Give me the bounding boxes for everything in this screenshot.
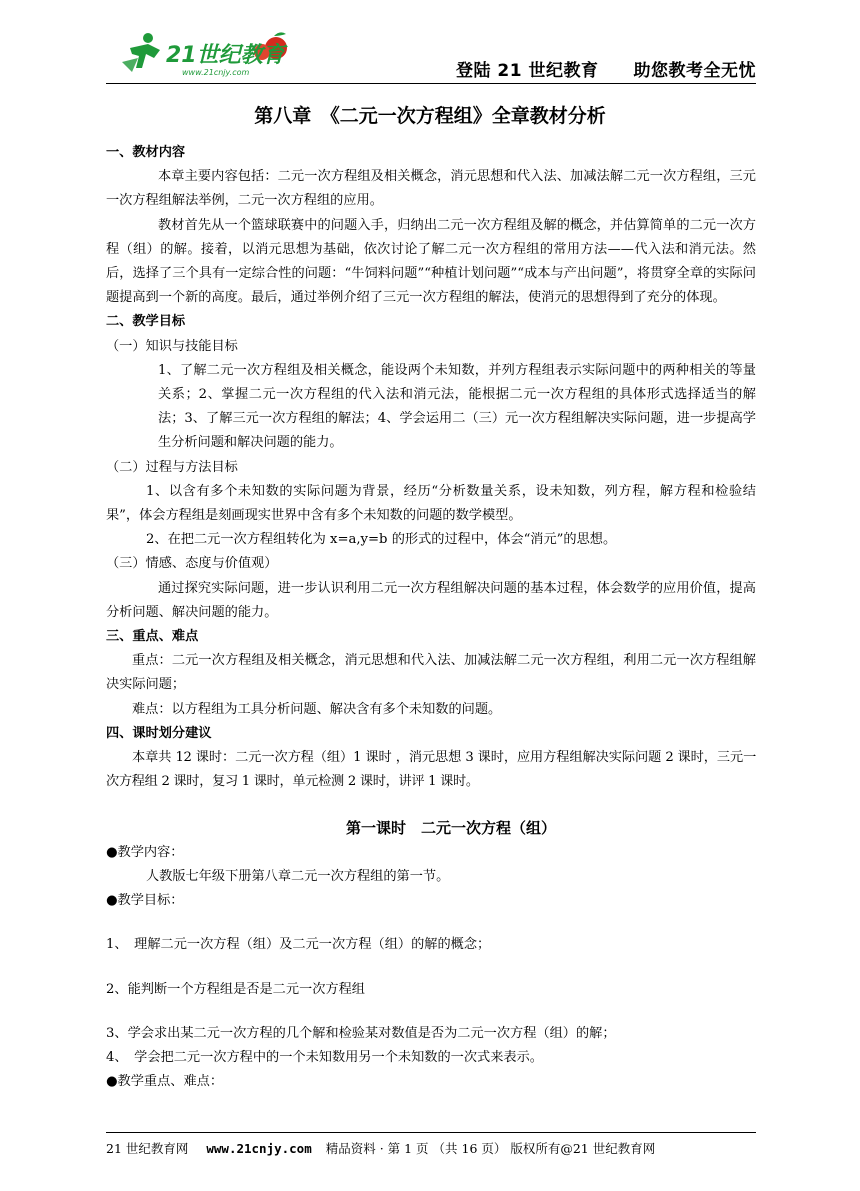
- list-heading: ●教学内容：: [106, 844, 184, 860]
- section-heading: 三、重点、难点: [106, 629, 199, 645]
- paragraph: 本章主要内容包括：二元一次方程组及相关概念，消元思想和代入法、加减法解二元一次方程组，三元一次方程组解法举例，二元一次方程组的应用。: [106, 169, 756, 209]
- paragraph: 1、以含有多个未知数的实际问题为背景，经历“分析数量关系，设未知数，列方程，解方程和检验结果”，体会方程组是刻画现实世界中含有多个未知数的问题的数学模型。: [106, 483, 756, 524]
- list-heading: ●教学目标：: [106, 893, 184, 909]
- footer-info: 精品资料 · 第 1 页 （共 16 页） 版权所有@21 世纪教育网: [325, 1141, 656, 1156]
- page-title: 第八章 《二元一次方程组》全章教材分析: [254, 105, 606, 127]
- section-heading: 二、教学目标: [106, 314, 186, 330]
- header-slogan: 登陆 21 世纪教育 助您教考全无忧: [456, 61, 756, 81]
- logo-url: www.21cnjy.com: [182, 68, 250, 77]
- paragraph: 教材首先从一个篮球联赛中的问题入手，归纳出二元一次方程组及解的概念，并估算简单的二元一次方程（组）的解。接着，以消元思想为基础，依次讨论了解二元一次方程组的常用方法——代入法和消元法。然后，选择了三个具有一定综合性的问题：“牛饲料问题”“种植计划问题”“成本与产出问题”，将贯穿全章的实际问题提高到一个新的高度。最后，通过举例介绍了三元一次方程组的解法，使消元的思想得到了充分的体现。: [106, 217, 756, 306]
- subsection-heading: （二）过程与方法目标: [106, 459, 238, 475]
- subsection-heading: （一）知识与技能目标: [106, 338, 238, 354]
- paragraph: 重点：二元一次方程组及相关概念，消元思想和代入法、加减法解二元一次方程组，利用二元一次方程组解决实际问题；: [106, 653, 756, 693]
- paragraph: 1、了解二元一次方程组及相关概念，能设两个未知数，并列方程组表示实际问题中的两种相关的等量关系；2、掌握二元一次方程组的代入法和消元法，能根据二元一次方程组的具体形式选择适当的解法；3、了解三元一次方程组的解法；4、学会运用二（三）元一次方程组解决实际问题，进一步提高学生分析问题和解决问题的能力。: [158, 362, 756, 451]
- list-item: 2、能判断一个方程组是否是二元一次方程组: [106, 981, 365, 997]
- page-footer: [106, 1139, 655, 1157]
- paragraph: 人教版七年级下册第八章二元一次方程组的第一节。: [146, 868, 450, 884]
- list-item: 4、 学会把二元一次方程中的一个未知数用另一个未知数的一次式来表示。: [106, 1049, 543, 1065]
- subsection-heading: （三）情感、态度与价值观）: [106, 556, 278, 572]
- list-item: 3、学会求出某二元一次方程的几个解和检验某对数值是否为二元一次方程（组）的解；: [106, 1025, 616, 1041]
- paragraph: 难点：以方程组为工具分析问题、解决含有多个未知数的问题。: [132, 701, 502, 717]
- paragraph: 通过探究实际问题，进一步认识利用二元一次方程组解决问题的基本过程，体会数学的应用价值，提高分析问题、解决问题的能力。: [106, 580, 756, 620]
- footer-site: 21 世纪教育网: [106, 1141, 189, 1156]
- header-divider: [106, 83, 756, 84]
- list-item: 1、 理解二元一次方程（组）及二元一次方程（组）的解的概念；: [106, 937, 491, 953]
- runner-icon: [122, 33, 160, 72]
- paragraph: 本章共 12 课时：二元一次方程（组）1 课时 ，消元思想 3 课时，应用方程组解决实际问题 2 课时，三元一次方程组 2 课时，复习 1 课时，单元检测 2 课时，讲评 1 课时。: [106, 750, 756, 790]
- section-heading: 四、课时划分建议: [106, 725, 212, 741]
- footer-url[interactable]: www.21cnjy.com: [206, 1141, 312, 1156]
- section-heading: 一、教材内容: [106, 145, 186, 160]
- footer-divider: [106, 1132, 756, 1133]
- list-heading: ●教学重点、难点：: [106, 1074, 224, 1090]
- site-logo: [108, 28, 298, 80]
- paragraph: 2、在把二元一次方程组转化为 x=a,y=b 的形式的过程中，体会“消元”的思想。: [146, 532, 617, 548]
- logo-text: 21世纪教育: [166, 43, 285, 68]
- lesson-title: 第一课时 二元一次方程（组）: [345, 819, 556, 838]
- document-body: [106, 141, 756, 1094]
